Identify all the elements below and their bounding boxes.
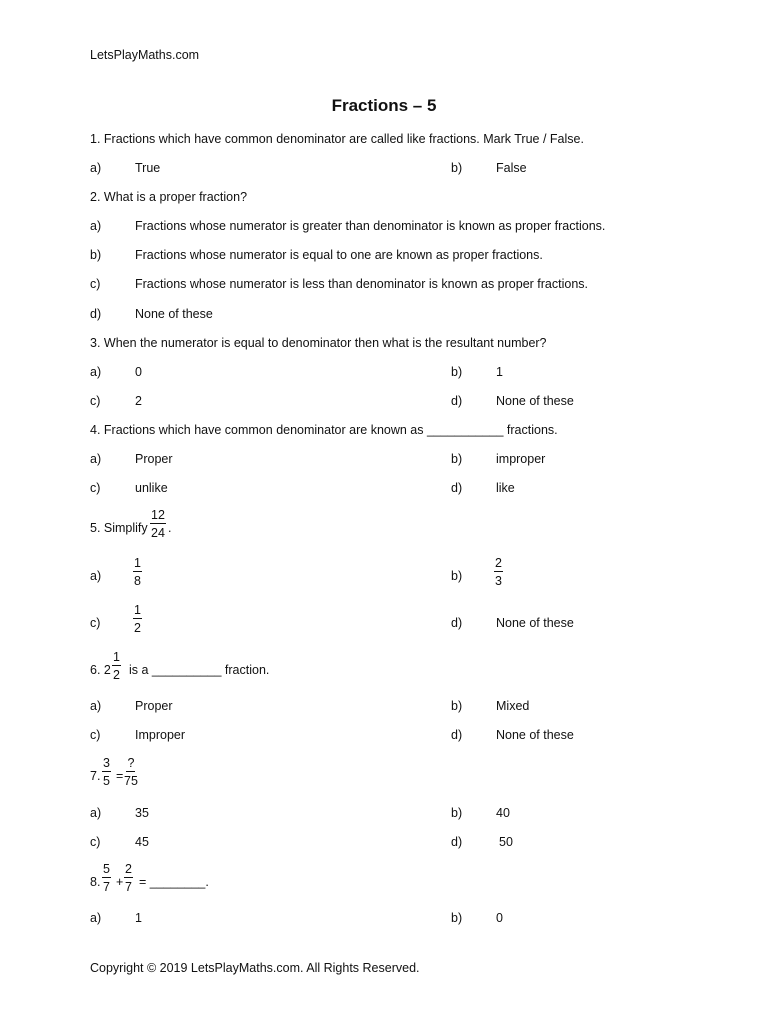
equals-sign: = (116, 769, 124, 783)
q7-option-a: 35 (135, 806, 149, 820)
question-5-fraction (150, 508, 166, 540)
fraction-numerator: 2 (495, 556, 502, 570)
fraction-denominator: 2 (134, 621, 141, 635)
q5-option-a-label: a) (90, 569, 102, 583)
fraction-denominator: 24 (151, 526, 165, 540)
q6-option-c: Improper (135, 728, 186, 742)
fraction-denominator: 5 (103, 774, 110, 788)
q6-option-d-label: d) (451, 728, 463, 742)
fraction-denominator: 7 (103, 880, 110, 894)
fraction-denominator: 3 (495, 574, 502, 588)
question-3: 3. When the numerator is equal to denominator then what is the resultant number? (90, 336, 547, 350)
question-6-suffix: is a __________ fraction. (129, 663, 270, 677)
q2-option-a-label: a) (90, 219, 102, 233)
q4-option-a: Proper (135, 452, 173, 466)
q4-option-c: unlike (135, 481, 168, 495)
q1-option-b: False (496, 161, 527, 175)
q2-option-c-label: c) (90, 277, 101, 291)
q3-option-d-label: d) (451, 394, 463, 408)
fraction-numerator: 2 (125, 862, 132, 876)
q4-option-d-label: d) (451, 481, 463, 495)
fraction-denominator: 2 (113, 668, 120, 682)
question-2: 2. What is a proper fraction? (90, 190, 248, 204)
q5-option-c-label: c) (90, 616, 101, 630)
q5-option-c-fraction (133, 603, 142, 635)
q7-option-b: 40 (496, 806, 510, 820)
question-5-prefix: 5. Simplify (90, 521, 148, 535)
q7-option-c-label: c) (90, 835, 101, 849)
q8-option-b-label: b) (451, 911, 463, 925)
q4-option-b: improper (496, 452, 546, 466)
q6-option-a-label: a) (90, 699, 102, 713)
fraction-numerator: 1 (113, 650, 120, 664)
q2-option-d-label: d) (90, 307, 102, 321)
fraction-numerator: 1 (134, 603, 141, 617)
q7-option-d-label: d) (451, 835, 463, 849)
q6-option-b-label: b) (451, 699, 463, 713)
q5-option-d: None of these (496, 616, 574, 630)
q7-option-b-label: b) (451, 806, 463, 820)
q8-option-a-label: a) (90, 911, 102, 925)
fraction-denominator: 75 (124, 774, 138, 788)
site-name: LetsPlayMaths.com (90, 48, 200, 62)
q1-option-a: True (135, 161, 161, 175)
q5-option-b-label: b) (451, 569, 463, 583)
copyright-footer: Copyright © 2019 LetsPlayMaths.com. All Rights Reserved. (90, 961, 420, 975)
q4-option-b-label: b) (451, 452, 463, 466)
q6-option-a: Proper (135, 699, 173, 713)
question-7-left-fraction (102, 756, 111, 788)
question-5-suffix: . (168, 521, 172, 535)
question-7-right-fraction (124, 756, 138, 788)
q7-option-d: 50 (499, 835, 513, 849)
q8-option-a: 1 (135, 911, 142, 925)
question-1: 1. Fractions which have common denominator are called like fractions. Mark True / False. (90, 132, 584, 146)
q3-option-c: 2 (135, 394, 142, 408)
fraction-numerator: 12 (151, 508, 165, 522)
q3-option-c-label: c) (90, 394, 101, 408)
question-6-fraction (112, 650, 121, 682)
fraction-numerator: 5 (103, 862, 110, 876)
q1-option-a-label: a) (90, 161, 102, 175)
q3-option-a: 0 (135, 365, 142, 379)
q7-option-c: 45 (135, 835, 149, 849)
q4-option-c-label: c) (90, 481, 101, 495)
q3-option-b: 1 (496, 365, 503, 379)
fraction-numerator: 1 (134, 556, 141, 570)
question-8-suffix: = ________. (139, 875, 209, 889)
question-7-prefix: 7. (90, 769, 101, 783)
q6-option-d: None of these (496, 728, 574, 742)
q5-option-d-label: d) (451, 616, 463, 630)
q5-option-b-fraction (494, 556, 503, 588)
question-8-left-fraction (102, 862, 111, 894)
q4-option-a-label: a) (90, 452, 102, 466)
q2-option-c: Fractions whose numerator is less than denominator is known as proper fractions. (135, 277, 588, 291)
q3-option-a-label: a) (90, 365, 102, 379)
q3-option-b-label: b) (451, 365, 463, 379)
question-6-prefix: 6. 2 (90, 663, 111, 677)
fraction-denominator: 8 (134, 574, 141, 588)
fraction-numerator: ? (127, 756, 135, 770)
fraction-denominator: 7 (125, 880, 132, 894)
fraction-numerator: 3 (103, 756, 110, 770)
q3-option-d: None of these (496, 394, 574, 408)
q2-option-d: None of these (135, 307, 213, 321)
q7-option-a-label: a) (90, 806, 102, 820)
q2-option-b: Fractions whose numerator is equal to one are known as proper fractions. (135, 248, 543, 262)
q1-option-b-label: b) (451, 161, 463, 175)
q2-option-b-label: b) (90, 248, 102, 262)
question-4: 4. Fractions which have common denominator are known as ___________ fractions. (90, 423, 558, 437)
page-title: Fractions – 5 (331, 96, 437, 115)
question-8-prefix: 8. (90, 875, 101, 889)
q5-option-a-fraction (133, 556, 142, 588)
q2-option-a: Fractions whose numerator is greater than denominator is known as proper fractions. (135, 219, 606, 233)
q6-option-b: Mixed (496, 699, 530, 713)
q8-option-b: 0 (496, 911, 503, 925)
plus-sign: + (116, 875, 124, 889)
question-8-right-fraction (124, 862, 133, 894)
q6-option-c-label: c) (90, 728, 101, 742)
q4-option-d: like (496, 481, 515, 495)
